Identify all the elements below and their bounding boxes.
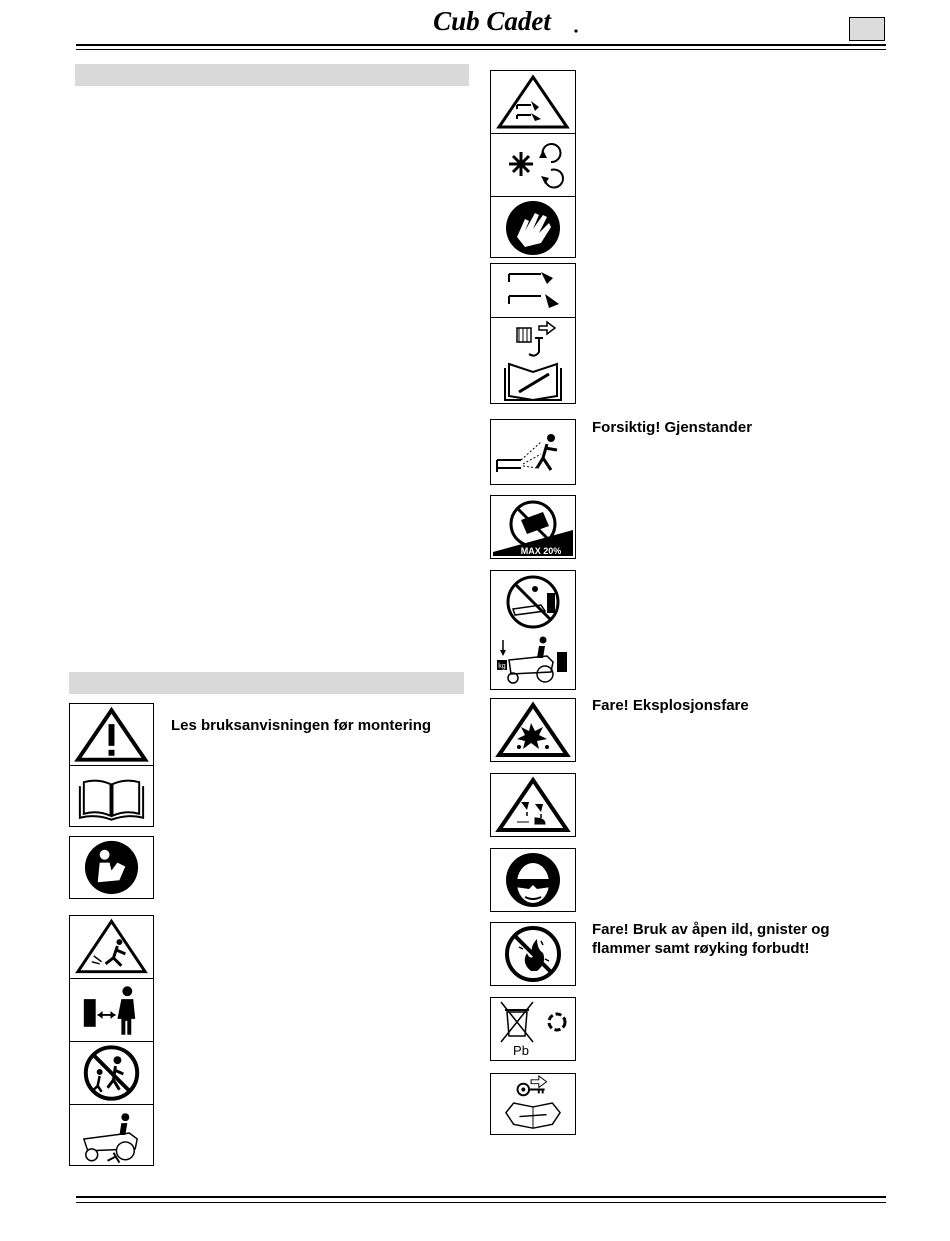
section-header-bar (69, 672, 464, 694)
blade-hazard-warning-icon (491, 71, 575, 134)
safe-distance-icon (70, 979, 153, 1042)
no-open-flame-icon (490, 922, 576, 986)
hand-injury-icon (491, 197, 575, 259)
thrown-objects-icon (490, 419, 576, 485)
caption-explosion: Fare! Eksplosjonsfare (592, 697, 749, 714)
footer-rule (76, 1196, 886, 1203)
icon-group-blades (490, 70, 576, 258)
thrown-objects-warning-icon (70, 916, 153, 979)
brand-logo-text: Cub Cadet (433, 6, 551, 36)
section-header-bar (75, 64, 469, 86)
read-manual-icon (69, 836, 154, 899)
warning-triangle-icon (70, 704, 153, 766)
weight-label: kg (498, 663, 506, 670)
remove-key-read-manual-icon (491, 318, 575, 404)
lead-label: Pb (513, 1043, 529, 1058)
icon-group-bystanders (69, 915, 154, 1166)
icon-group-maintenance (490, 263, 576, 404)
key-manual-icon (490, 1073, 576, 1135)
caption-read-manual: Les bruksanvisningen før montering (171, 717, 432, 734)
brand-logo (404, 6, 580, 36)
counterweight-icon (491, 630, 575, 690)
slope-tipover-icon (490, 495, 576, 559)
header-rule (76, 44, 886, 50)
no-children-icon (70, 1042, 153, 1105)
caption-objects: Forsiktig! Gjenstander (592, 419, 753, 436)
icon-group-no-passengers (490, 570, 576, 690)
manual-book-icon (70, 766, 153, 828)
eye-protection-icon (490, 848, 576, 912)
rotating-blades-icon (491, 134, 575, 197)
explosion-warning-icon (490, 698, 576, 762)
corrosive-warning-icon (490, 773, 576, 837)
caption-no-fire: Fare! Bruk av åpen ild, gnister og flammer samt røyking forbudt! (592, 921, 830, 957)
page-number-box (849, 17, 885, 41)
blade-tools-icon (491, 264, 575, 318)
no-passengers-icon (491, 571, 575, 630)
icon-group-read-manual (69, 703, 154, 827)
slope-limit-label: MAX 20% (520, 546, 562, 556)
rider-mower-children-icon (70, 1105, 153, 1167)
battery-disposal-icon (490, 997, 576, 1061)
